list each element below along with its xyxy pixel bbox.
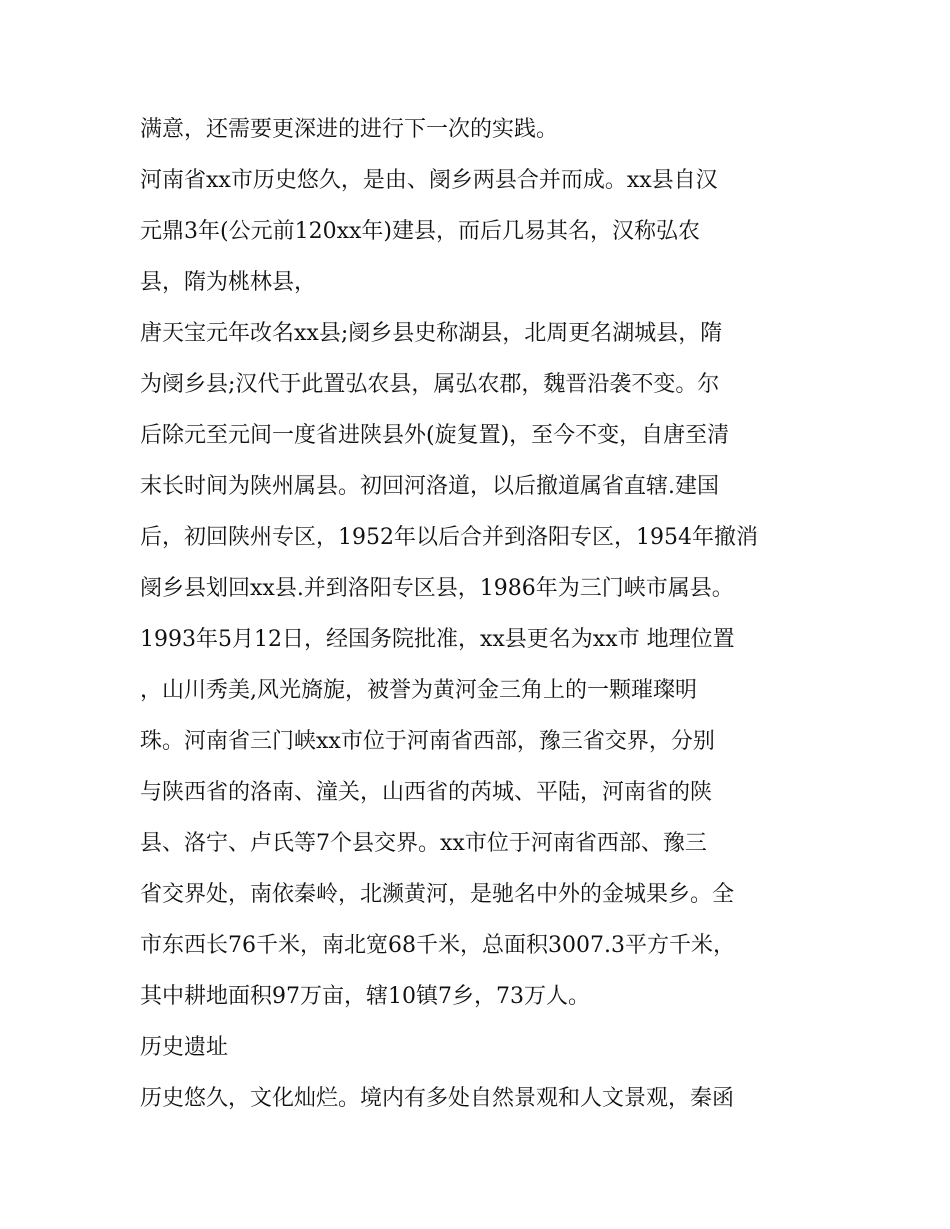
text-line: 与陕西省的洛南、潼关，山西省的芮城、平陆，河南省的陕 [140,780,713,805]
text-line: 河南省xx市历史悠久，是由、阌乡两县合并而成。xx县自汉 [140,168,718,193]
text-line: 阌乡县划回xx县.并到洛阳专区县，1986年为三门峡市属县。 [140,576,734,601]
text-line: 末长时间为陕州属县。初回河洛道，以后撤道属省直辖.建国 [140,474,719,499]
text-line: 后，初回陕州专区，1952年以后合并到洛阳专区，1954年撤消 [140,525,758,550]
text-line: 历史悠久，文化灿烂。境内有多处自然景观和人文景观，秦函 [140,1086,735,1111]
text-line: ，山川秀美,风光旖旎，被誉为黄河金三角上的一颗璀璨明 [140,678,697,703]
text-line: 唐天宝元年改名xx县;阌乡县史称湖县，北周更名湖城县，隋 [140,321,723,346]
text-line: 县，隋为桃林县， [140,270,317,295]
text-line: 省交界处，南依秦岭，北濒黄河，是驰名中外的金城果乡。全 [140,882,735,907]
text-line: 珠。河南省三门峡xx市位于河南省西部，豫三省交界，分别 [140,729,715,754]
text-line: 为阌乡县;汉代于此置弘农县，属弘农郡，魏晋沿袭不变。尔 [140,372,720,397]
text-line: 县、洛宁、卢氏等7个县交界。xx市位于河南省西部、豫三 [140,831,707,856]
document-body [140,104,820,1124]
text-line: 1993年5月12日，经国务院批准，xx县更名为xx市 地理位置 [140,627,735,652]
section-heading: 历史遗址 [140,1035,229,1060]
text-line: 元鼎3年(公元前120xx年)建县，而后几易其名，汉称弘农 [140,219,700,244]
text-line: 其中耕地面积97万亩，辖10镇7乡，73万人。 [140,984,590,1009]
text-line: 后除元至元间一度省进陕县外(旋复置)，至今不变，自唐至清 [140,423,730,448]
text-line: 市东西长76千米，南北宽68千米，总面积3007.3平方千米， [140,933,735,958]
text-line: 满意，还需要更深进的进行下一次的实践。 [140,117,559,142]
